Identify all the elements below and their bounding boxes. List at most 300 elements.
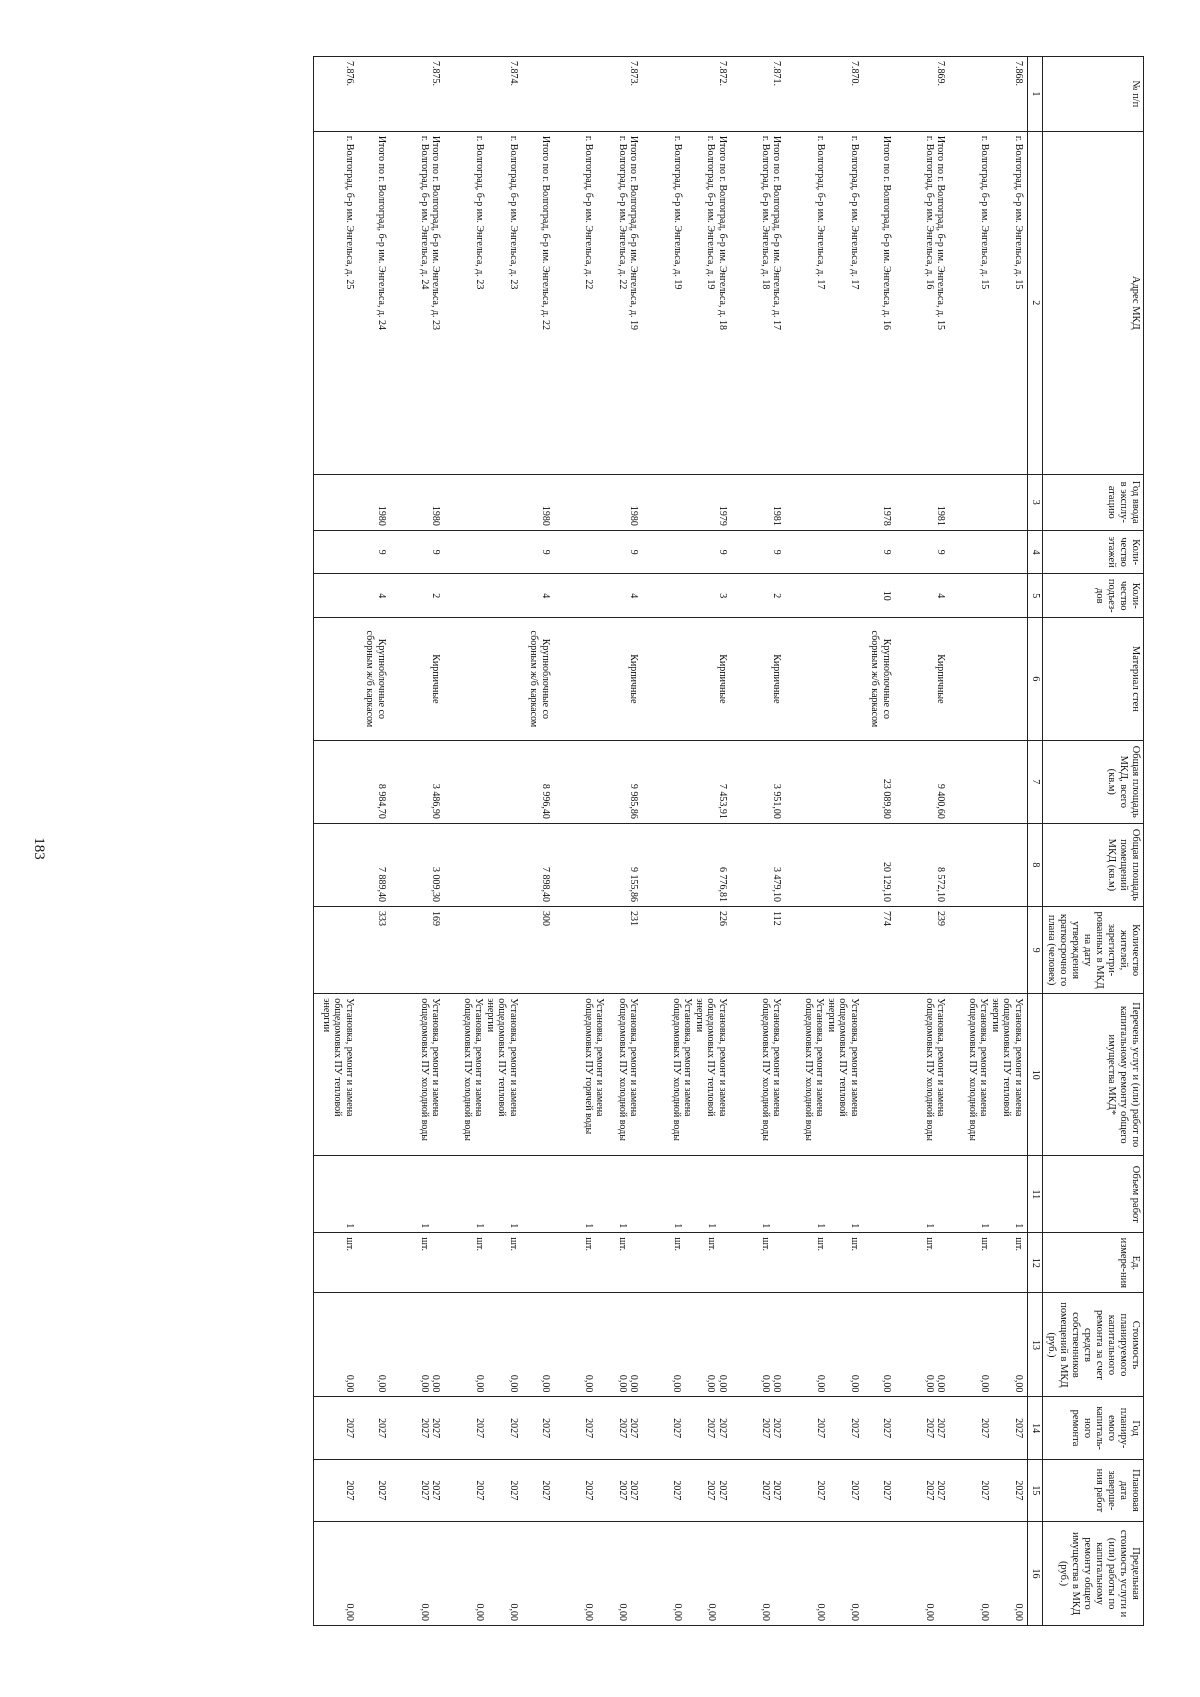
cell-floors: 9 [390,530,445,574]
cell-s_total: 9 400,60 [895,740,950,823]
cell-vol [522,1156,554,1233]
cell-line: 2027 [376,1480,387,1501]
cell-unit [358,1233,390,1293]
cell-n: 7.876. [314,57,358,132]
cell-year: 1980 [522,474,554,530]
cell-line [838,136,849,470]
table-container [314,56,1145,1626]
cell-s_rooms [950,823,1028,906]
cell-line: 0,00 [979,1603,990,1621]
cell-people [950,906,1028,993]
table-row [950,57,1028,1626]
cell-line: 0,00 [344,1374,355,1393]
cell-mat [445,618,523,741]
cell-line: 2027 [474,1480,485,1501]
cell-floors [950,530,1028,574]
cell-line: 0,00 [717,1374,728,1393]
cell-mat [786,618,864,741]
cell-ent [786,574,864,618]
cell-unit [445,1233,523,1293]
cell-year [445,474,523,530]
cell-line: 0,00 [979,1374,990,1393]
cell-s_total [445,740,523,823]
cell-line: 2027 [935,1418,947,1439]
cell-mat [314,618,358,741]
cell-n [522,57,554,132]
cell-line: 2027 [540,1418,551,1439]
cell-cost [895,1293,950,1397]
column-number: 7 [1028,740,1043,823]
cell-line: 0,00 [671,1374,683,1393]
cell-vol [314,1156,358,1233]
column-header: Общая площадь помещений МКД (кв.м) [1043,823,1144,906]
column-number: 16 [1028,1522,1043,1626]
cell-limit [950,1522,1028,1626]
column-number: 12 [1028,1233,1043,1293]
cell-s_rooms: 7 898,40 [522,823,554,906]
cell-addr [863,131,895,474]
cell-line [497,136,508,470]
table-row [390,57,445,1626]
column-header: Общая площадь МКД, всего (кв.м) [1043,740,1144,823]
cell-line: 1 [672,1223,683,1229]
cell-line: 1 [760,1223,772,1229]
cell-line: 2027 [849,1418,860,1439]
cell-line: Установка, ремонт и замена общедомовых ПУ тепловой энергии [321,998,355,1117]
cell-line [881,1526,892,1621]
cell-y_end [522,1459,554,1521]
cell-limit [643,1522,732,1626]
cell-line: Установка, ремонт и замена общедомовых ПУ горячей воды [583,998,606,1135]
cell-line: 2027 [430,1418,442,1439]
cell-addr [314,131,358,474]
cell-line: 0,00 [430,1374,442,1393]
cell-vol [358,1156,390,1233]
cell-n: 7.871. [731,57,786,132]
cell-people: 300 [522,906,554,993]
cell-line: г. Волгоград, б-р им. Энгельса, д. 19 [672,135,683,290]
cell-y_end [950,1459,1028,1521]
cell-line: 2027 [419,1418,430,1439]
column-header: Количество жителей, зарегистри-рованных в МКД на дату утверждения краткосрочно го плана (человек) [1043,906,1144,993]
cell-line: 0,00 [924,1603,936,1621]
cell-line: 2027 [671,1480,683,1501]
column-number: 14 [1028,1397,1043,1459]
cell-limit [522,1522,554,1626]
cell-line: 1 [979,1223,990,1229]
cell-line: г. Волгоград, б-р им. Энгельса, д. 19 [705,135,717,290]
cell-line: шт. [508,1237,519,1252]
cell-unit [895,1233,950,1293]
cell-line [629,1160,640,1228]
cell-mat: Крупноблочные со сборным ж/б каркасом [863,618,895,741]
cell-ent: 4 [895,574,950,618]
cell-cost [863,1293,895,1397]
cell-line: 0,00 [344,1603,355,1621]
cell-line [431,1237,442,1288]
cell-line: 2027 [617,1418,628,1439]
cell-works [950,994,1028,1156]
cell-limit [390,1522,445,1626]
column-header: Коли-чество этажей [1043,530,1144,574]
page-number: 183 [31,837,47,860]
cell-n: 7.873. [554,57,643,132]
cell-floors [445,530,523,574]
cell-line: 1 [706,1223,717,1229]
cell-line: 0,00 [815,1603,826,1621]
cell-line: 0,00 [815,1374,826,1393]
cell-mat: Крупноблочные со сборным ж/б каркасом [358,618,390,741]
cell-line: 0,00 [419,1374,430,1393]
cell-line: 2027 [717,1418,728,1439]
cell-cost [643,1293,732,1397]
cell-line: Итого по г. Волгоград, б-р им. Энгельса, д. 23 [430,135,442,331]
cell-people: 774 [863,906,895,993]
cell-line: 0,00 [706,1603,717,1621]
cell-line: шт. [1013,1237,1024,1252]
cell-floors [314,530,358,574]
cell-line: 2027 [705,1480,717,1501]
cell-s_total: 9 985,86 [554,740,643,823]
cell-line: 2027 [540,1480,551,1501]
cell-line [431,1526,442,1621]
cell-line: 0,00 [849,1374,860,1393]
cell-limit [863,1522,895,1626]
cell-floors: 9 [731,530,786,574]
cell-line: 0,00 [583,1374,594,1393]
cell-line: 2027 [617,1480,628,1501]
cell-vol [895,1156,950,1233]
cell-line: Установка, ремонт и замена общедомовых ПУ холодной воды [419,998,442,1141]
cell-y_plan [731,1397,786,1459]
cell-line: шт. [672,1237,683,1252]
cell-year: 1978 [863,474,895,530]
table-row [445,57,523,1626]
cell-line: шт. [815,1237,826,1252]
table-body [314,57,1028,1626]
cell-n [358,57,390,132]
cell-vol [445,1156,523,1233]
cell-line: 1 [815,1223,826,1229]
cell-line: 2027 [881,1480,892,1501]
cell-s_total: 8 996,40 [522,740,554,823]
cell-y_end [731,1459,786,1521]
cell-line: Итого по г. Волгоград, б-р им. Энгельса, д. 18 [717,135,728,331]
cell-line: г. Волгоград, б-р им. Энгельса, д. 18 [760,135,771,290]
cell-people [314,906,358,993]
cell-ent: 3 [643,574,732,618]
cell-line [717,1237,728,1288]
cell-line: Установка, ремонт и замена общедомовых ПУ тепловой энергии [990,998,1024,1117]
cell-line: шт. [583,1237,595,1252]
cell-line: шт. [617,1237,629,1252]
column-number: 15 [1028,1459,1043,1521]
table-row [554,57,643,1626]
cell-line [595,136,606,470]
cell-line [629,1526,640,1621]
cell-year [786,474,864,530]
cell-line: шт. [419,1237,431,1252]
cell-s_total [950,740,1028,823]
cell-works [390,994,445,1156]
cell-s_rooms [786,823,864,906]
cell-addr [390,131,445,474]
cell-works [895,994,950,1156]
cell-line: 1 [849,1223,860,1229]
column-number: 8 [1028,823,1043,906]
cell-y_end [314,1459,358,1521]
cell-line: Установка, ремонт и замена общедомовых ПУ холодной воды [803,998,826,1141]
cell-unit [786,1233,864,1293]
cell-s_total: 3 951,00 [731,740,786,823]
table-row [895,57,950,1626]
cell-line: Установка, ремонт и замена общедомовых ПУ тепловой энергии [826,998,860,1117]
column-number: 4 [1028,530,1043,574]
cell-line: г. Волгоград, б-р им. Энгельса, д. 15 [979,135,991,290]
column-number: 1 [1028,57,1043,132]
cell-line: 0,00 [474,1603,485,1621]
cell-cost [731,1293,786,1397]
cell-n: 7.869. [895,57,950,132]
cell-y_plan [643,1397,732,1459]
cell-people: 333 [358,906,390,993]
cell-line: Установка, ремонт и замена общедомовых ПУ холодной воды [462,998,485,1141]
cell-line: 2027 [815,1418,826,1439]
cell-line: г. Волгоград, б-р им. Энгельса, д. 17 [815,135,827,290]
cell-cost [358,1293,390,1397]
cell-line: 2027 [979,1480,990,1501]
cell-line: 0,00 [583,1603,595,1621]
cell-line: Итого по г. Волгоград, б-р им. Энгельса, д. 24 [376,135,387,331]
table-row [522,57,554,1626]
cell-works [554,994,643,1156]
cell-floors: 9 [522,530,554,574]
cell-works [863,994,895,1156]
cell-vol [554,1156,643,1233]
cell-line: 0,00 [376,1374,387,1393]
cell-line: 2027 [583,1480,594,1501]
cell-limit [554,1522,643,1626]
cell-line: 0,00 [628,1374,640,1393]
cell-year: 1981 [895,474,950,530]
cell-y_end [863,1459,895,1521]
cell-line [540,1526,551,1621]
cell-line: 2027 [849,1480,860,1501]
cell-cost [390,1293,445,1397]
cell-addr [445,131,523,474]
cell-line: 2027 [508,1418,519,1439]
cell-mat: Кирпичные [643,618,732,741]
cell-line: 2027 [717,1480,728,1501]
cell-unit [390,1233,445,1293]
cell-line [540,1237,551,1288]
cell-line: 1 [344,1223,355,1229]
cell-year: 1980 [554,474,643,530]
cell-s_total [314,740,358,823]
column-number: 11 [1028,1156,1043,1233]
cell-s_rooms: 8 572,10 [895,823,950,906]
cell-line: 2027 [419,1480,430,1501]
cell-line: 2027 [760,1480,771,1501]
cell-n [863,57,895,132]
cell-s_rooms [445,823,523,906]
cell-limit [731,1522,786,1626]
cell-floors [786,530,864,574]
cell-y_end [554,1459,643,1521]
cell-line [717,1526,728,1621]
cell-line: г. Волгоград, б-р им. Энгельса, д. 22 [583,135,595,290]
cell-line [431,1160,442,1228]
cell-line: 0,00 [1013,1603,1024,1621]
cell-addr [895,131,950,474]
cell-line: 0,00 [771,1374,783,1393]
cell-line: 2027 [1013,1480,1024,1501]
cell-line: 2027 [344,1480,355,1501]
cell-line: 2027 [979,1418,990,1439]
column-number: 13 [1028,1293,1043,1397]
cell-line: Итого по г. Волгоград, б-р им. Энгельса, д. 17 [771,135,783,331]
cell-cost [786,1293,864,1397]
cell-cost [950,1293,1028,1397]
cell-y_end [895,1459,950,1521]
column-header: Перечень услуг и (или) работ по капитальному ремонту общего имущества МКД* [1043,994,1144,1156]
cell-line: 0,00 [924,1374,935,1393]
cell-line: 2027 [474,1418,485,1439]
table-row [731,57,786,1626]
table-row [314,57,358,1626]
cell-limit [445,1522,523,1626]
cell-n: 7.875. [390,57,445,132]
cell-floors: 9 [554,530,643,574]
cell-line: 2027 [628,1480,640,1501]
cell-line: Установка, ремонт и замена общедомовых ПУ холодной воды [617,998,640,1141]
cell-line: шт. [849,1237,860,1252]
cell-s_rooms: 3 009,30 [390,823,445,906]
cell-line: 0,00 [508,1374,519,1393]
cell-line: 2027 [760,1418,771,1439]
cell-line: шт. [979,1237,990,1252]
cell-mat: Крупноблочные со сборным ж/б каркасом [522,618,554,741]
cell-n: 7.868. [950,57,1028,132]
capital-repair-table [314,56,1145,1626]
cell-year: 1980 [390,474,445,530]
cell-s_total: 7 453,91 [643,740,732,823]
cell-mat: Кирпичные [731,618,786,741]
column-header: Плановая дата заверше-ния работ [1043,1459,1144,1521]
cell-line: Итого по г. Волгоград, б-р им. Энгельса, д. 22 [540,135,551,331]
cell-line [772,1526,783,1621]
cell-y_plan [358,1397,390,1459]
cell-vol [786,1156,864,1233]
header-row [1043,57,1144,1626]
cell-line: 0,00 [672,1603,683,1621]
cell-works [643,994,732,1156]
cell-line: 1 [617,1223,629,1229]
cell-cost [522,1293,554,1397]
cell-line: 2027 [628,1418,640,1439]
cell-line [376,1526,387,1621]
cell-floors: 9 [895,530,950,574]
cell-line [540,1160,551,1228]
cell-line: шт. [706,1237,717,1252]
cell-mat [950,618,1028,741]
table-row [863,57,895,1626]
cell-ent: 2 [390,574,445,618]
cell-floors: 9 [358,530,390,574]
cell-line: Установка, ремонт и замена общедомовых ПУ холодной воды [967,998,990,1141]
cell-n: 7.870. [786,57,864,132]
cell-line [694,136,705,470]
cell-floors: 9 [863,530,895,574]
cell-cost [554,1293,643,1397]
cell-s_total [786,740,864,823]
cell-y_plan [895,1397,950,1459]
cell-ent: 2 [731,574,786,618]
cell-works [358,994,390,1156]
cell-line: 1 [1013,1223,1024,1229]
cell-addr [522,131,554,474]
cell-line: 0,00 [881,1374,892,1393]
cell-works [314,994,358,1156]
column-header: Предельная стоимость услуги и (или) работы по капитальному ремонту общего имущества в МКД (руб.) [1043,1522,1144,1626]
cell-ent: 10 [863,574,895,618]
cell-year: 1980 [358,474,390,530]
cell-line: 2027 [344,1418,355,1439]
cell-line: шт. [924,1237,936,1252]
cell-line: Итого по г. Волгоград, б-р им. Энгельса, д. 19 [628,135,640,331]
column-number: 2 [1028,131,1043,474]
cell-floors: 9 [643,530,732,574]
cell-s_rooms: 20 129,10 [863,823,895,906]
column-header: Год планиру-емого капиталь-ного ремонта [1043,1397,1144,1459]
cell-line [1002,136,1013,470]
cell-y_end [786,1459,864,1521]
cell-people: 169 [390,906,445,993]
cell-y_end [390,1459,445,1521]
cell-vol [863,1156,895,1233]
cell-ent [445,574,523,618]
cell-s_rooms: 7 889,40 [358,823,390,906]
cell-line: 0,00 [540,1374,551,1393]
table-row [786,57,864,1626]
cell-line: 0,00 [1013,1374,1024,1393]
cell-people: 239 [895,906,950,993]
cell-addr [358,131,390,474]
cell-people: 112 [731,906,786,993]
cell-cost [445,1293,523,1397]
cell-mat: Кирпичные [554,618,643,741]
cell-s_rooms: 3 479,10 [731,823,786,906]
cell-ent: 4 [358,574,390,618]
cell-s_total: 23 089,80 [863,740,895,823]
cell-line [376,1237,387,1288]
cell-line [936,1526,947,1621]
cell-s_total: 3 486,90 [390,740,445,823]
cell-line [683,136,694,470]
cell-line: 0,00 [935,1374,947,1393]
cell-line [629,1237,640,1288]
cell-line: 0,00 [760,1603,772,1621]
cell-line: 2027 [924,1418,935,1439]
cell-line: Установка, ремонт и замена общедомовых ПУ холодной воды [760,998,783,1141]
cell-y_plan [314,1397,358,1459]
cell-line: 2027 [583,1418,594,1439]
cell-y_plan [863,1397,895,1459]
cell-line: Установка, ремонт и замена общедомовых ПУ холодной воды [924,998,947,1141]
cell-people [445,906,523,993]
cell-year: 1981 [731,474,786,530]
cell-line: шт. [474,1237,485,1252]
